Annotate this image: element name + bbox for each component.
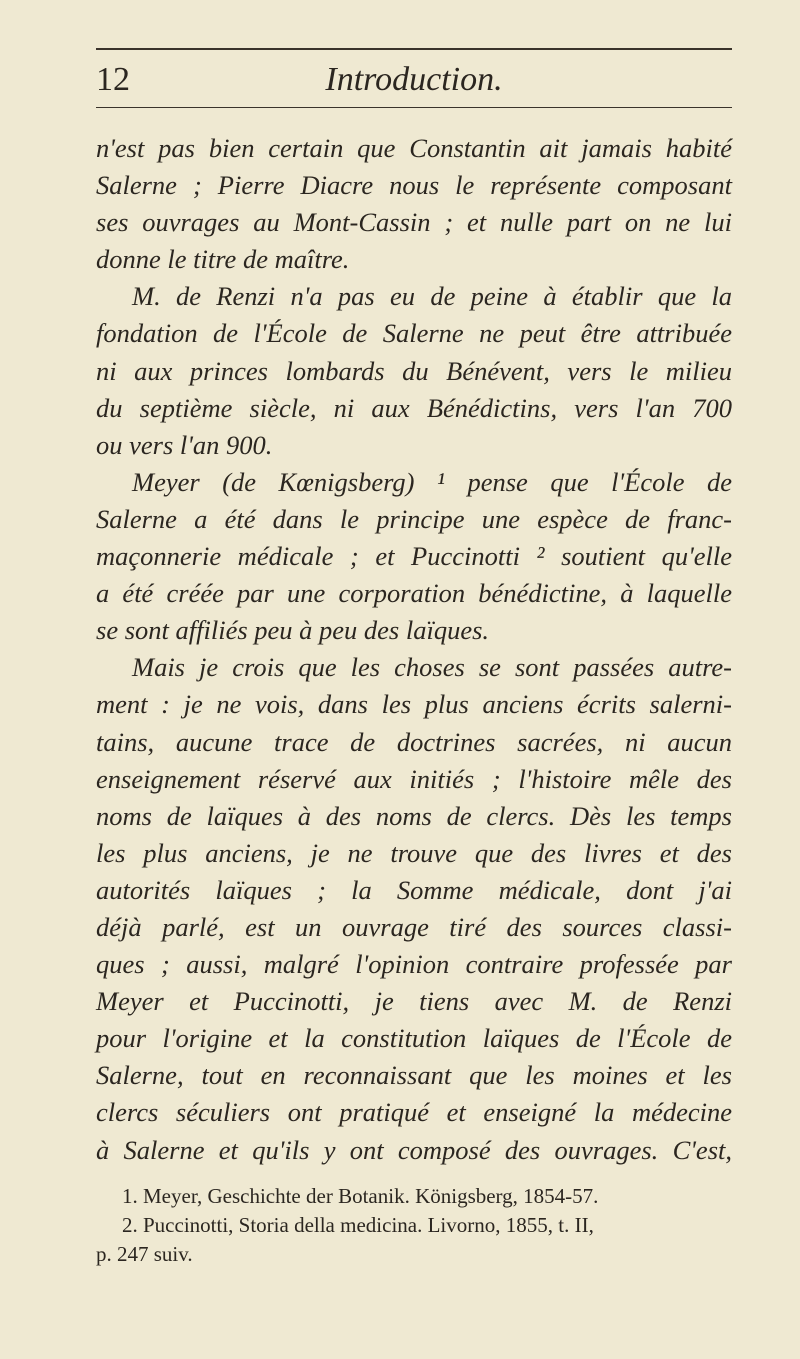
text-line: ment : je ne vois, dans les plus anciens écrits salerni- xyxy=(96,689,732,720)
text-line: noms de laïques à des noms de clercs. Dès les temps xyxy=(96,800,732,831)
text-line: à Salerne et qu'ils y ont composé des ouvrages. C'est, xyxy=(96,1134,732,1165)
text-line: fondation de l'École de Salerne ne peut être attribuée xyxy=(96,318,732,349)
text-line: Salerne, tout en reconnaissant que les moines et les xyxy=(96,1060,732,1091)
running-header xyxy=(96,58,732,102)
header-bottom-rule xyxy=(96,107,732,108)
text-line: déjà parlé, est un ouvrage tiré des sources classi- xyxy=(96,911,732,942)
text-line: Salerne ; Pierre Diacre nous le représente composant xyxy=(96,170,732,201)
text-line: les plus anciens, je ne trouve que des livres et des xyxy=(96,837,732,868)
body-text xyxy=(96,130,732,1169)
text-line: Meyer (de Kœnigsberg) ¹ pense que l'École de xyxy=(132,466,732,497)
text-line: autorités laïques ; la Somme médicale, dont j'ai xyxy=(96,874,732,905)
text-line: donne le titre de maître. xyxy=(96,244,350,275)
text-line: a été créée par une corporation bénédictine, à laquelle xyxy=(96,578,732,609)
text-line: clercs séculiers ont pratiqué et enseigné la médecine xyxy=(96,1097,732,1128)
text-line: Salerne a été dans le principe une espèce de franc- xyxy=(96,503,732,534)
text-line: pour l'origine et la constitution laïques de l'École de xyxy=(96,1023,732,1054)
footnote: 2. Puccinotti, Storia della medicina. Livorno, 1855, t. II, xyxy=(122,1213,594,1237)
page-number: 12 xyxy=(96,61,130,98)
text-line: ses ouvrages au Mont-Cassin ; et nulle part on ne lui xyxy=(96,207,732,238)
text-line: ques ; aussi, malgré l'opinion contraire professée par xyxy=(96,949,732,980)
footnotes xyxy=(96,1182,732,1269)
header-top-rule xyxy=(96,48,732,50)
text-line: tains, aucune trace de doctrines sacrées, ni aucun xyxy=(96,726,732,757)
footnote-continuation: p. 247 suiv. xyxy=(96,1242,193,1266)
text-line: se sont affiliés peu à peu des laïques. xyxy=(96,615,490,646)
running-title: Introduction. xyxy=(325,61,503,98)
text-line: du septième siècle, ni aux Bénédictins, vers l'an 700 xyxy=(96,392,732,423)
text-line: n'est pas bien certain que Constantin ait jamais habité xyxy=(96,133,732,163)
text-line: maçonnerie médicale ; et Puccinotti ² soutient qu'elle xyxy=(96,541,732,572)
text-line: Mais je crois que les choses se sont passées autre- xyxy=(132,652,732,683)
text-line: M. de Renzi n'a pas eu de peine à établir que la xyxy=(132,281,732,312)
text-line: Meyer et Puccinotti, je tiens avec M. de Renzi xyxy=(96,986,732,1017)
text-line: enseignement réservé aux initiés ; l'histoire mêle des xyxy=(96,763,732,794)
text-line: ni aux princes lombards du Bénévent, vers le milieu xyxy=(96,355,732,386)
footnote: 1. Meyer, Geschichte der Botanik. Königsberg, 1854-57. xyxy=(122,1184,599,1208)
text-line: ou vers l'an 900. xyxy=(96,429,273,460)
